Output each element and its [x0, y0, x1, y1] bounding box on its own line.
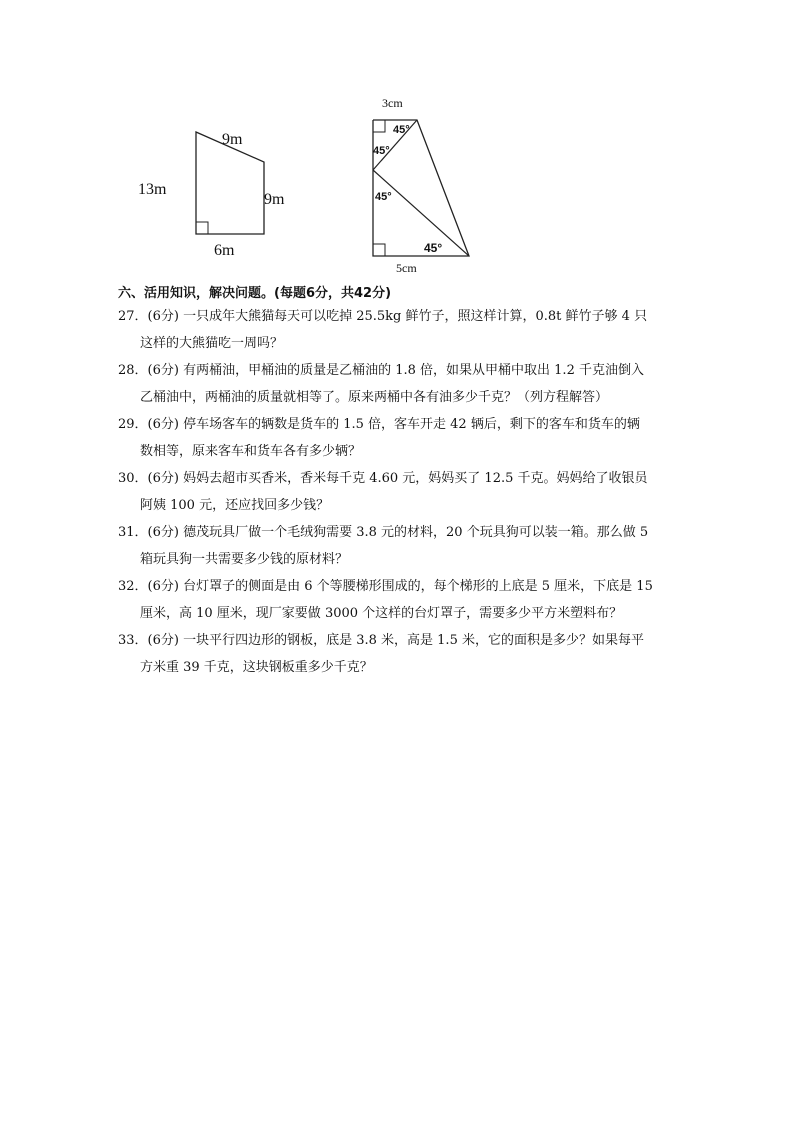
problem-30: [118, 465, 680, 519]
problem-line: 27．(6分) 一只成年大熊猫每天可以吃掉 25.5kg 鲜竹子，照这样计算，0.8t 鲜竹子够 4 只: [118, 309, 648, 324]
right-angle-bottom: [373, 244, 385, 256]
angle-label-4: 45°: [424, 241, 443, 255]
problem-line: 箱玩具狗一共需要多少钱的原材料？: [140, 552, 349, 567]
problem-27: [118, 303, 680, 357]
problem-29: [118, 411, 680, 465]
problem-line: 29．(6分) 停车场客车的辆数是货车的 1.5 倍，客车开走 42 辆后，剩下的客车和货车的辆: [118, 417, 640, 432]
right-angle-mark: [196, 222, 208, 234]
inner-line-bottom: [373, 170, 469, 256]
problem-line: 32．(6分) 台灯罩子的侧面是由 6 个等腰梯形围成的，每个梯形的上底是 5 厘米，下底是 15: [118, 579, 653, 594]
outer-shape: [373, 120, 469, 256]
problem-28: [118, 357, 680, 411]
section-title: 六、活用知识，解决问题。(每题6分，共42分): [118, 286, 392, 301]
label-left: 13m: [138, 181, 167, 198]
triangle-figure: [360, 94, 490, 276]
label-5cm: 5cm: [396, 261, 417, 275]
problem-line: 阿姨 100 元，还应找回多少钱？: [140, 498, 330, 513]
problem-line: 33．(6分) 一块平行四边形的钢板，底是 3.8 米，高是 1.5 米，它的面积是多少？如果每平: [118, 633, 644, 648]
problem-line: 数相等，原来客车和货车各有多少辆？: [140, 444, 362, 459]
problem-line: 30．(6分) 妈妈去超市买香米，香米每千克 4.60 元，妈妈买了 12.5 千克。妈妈给了收银员: [118, 471, 648, 486]
problem-line: 乙桶油中，两桶油的质量就相等了。原来两桶中各有油多少千克？（列方程解答）: [140, 390, 609, 405]
problem-line: 方米重 39 千克，这块钢板重多少千克？: [140, 660, 373, 675]
problem-31: [118, 519, 680, 573]
problem-32: [118, 573, 680, 627]
trapezoid-figure: [130, 120, 310, 260]
angle-label-3: 45°: [375, 191, 392, 203]
label-3cm: 3cm: [382, 96, 403, 110]
problem-33: [118, 627, 680, 681]
label-right: 9m: [264, 191, 285, 208]
problem-line: 这样的大熊猫吃一周吗？: [140, 336, 284, 351]
problem-line: 28．(6分) 有两桶油，甲桶油的质量是乙桶油的 1.8 倍，如果从甲桶中取出 1.2 千克油倒入: [118, 363, 644, 378]
angle-label-2: 45°: [373, 145, 390, 157]
label-bottom: 6m: [214, 242, 235, 259]
problem-line: 31．(6分) 德茂玩具厂做一个毛绒狗需要 3.8 元的材料，20 个玩具狗可以装一箱。那么做 5: [118, 525, 649, 540]
label-top: 9m: [222, 131, 243, 148]
problem-line: 厘米，高 10 厘米，现厂家要做 3000 个这样的台灯罩子，需要多少平方米塑料布？: [140, 606, 623, 621]
right-angle-top: [373, 120, 385, 132]
angle-label-1: 45°: [393, 124, 410, 136]
